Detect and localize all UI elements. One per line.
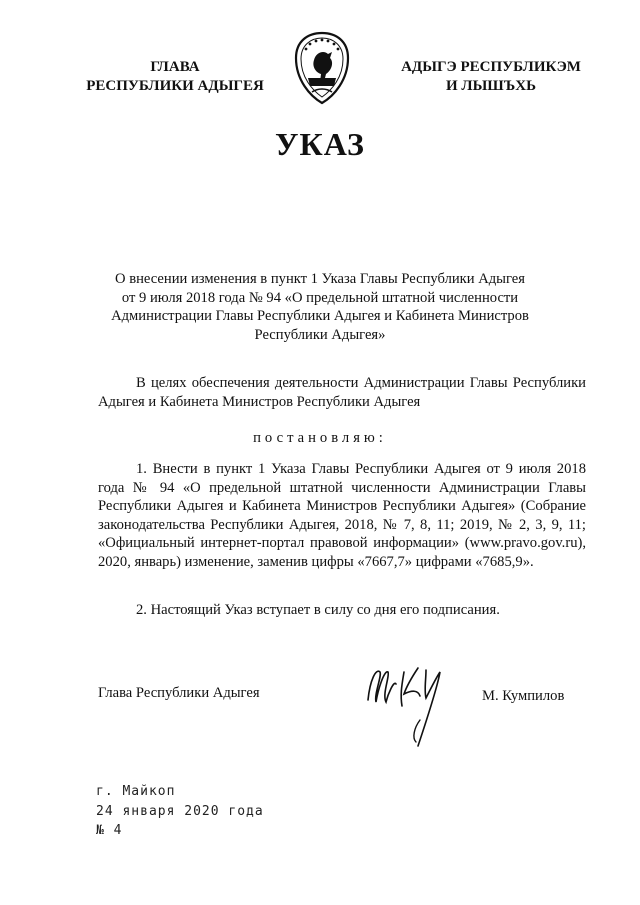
- header-left: [70, 58, 280, 96]
- document-title: УКАЗ: [275, 126, 365, 162]
- signatory-title: Глава Республики Адыгея: [98, 685, 260, 701]
- signatory-name: М. Кумпилов: [482, 688, 565, 704]
- header-right: [382, 58, 600, 96]
- preamble-paragraph: В целях обеспечения деятельности Администрации Главы Республики Адыгея и Кабинета Министров Республики Адыгея: [98, 375, 586, 410]
- stamp-date: 24 января 2020 года: [96, 804, 264, 819]
- item-1-paragraph: 1. Внести в пункт 1 Указа Главы Республики Адыгея от 9 июля 2018 года № 94 «О предельной штатной численности Администрации Главы Республики Адыгея и Кабинета Министров Республики Адыгея» (Собрание законодательства Республики Адыгея, 2018, № 7, 8, 11; 2019, № 2, 3, 9, 11; «Официальный интернет-портал правовой информации» (www.pravo.gov.ru), 2020, январь) изменение, заменив цифры «7667,7» цифрами «7685,9».: [98, 461, 586, 570]
- header-right-line-1: АДЫГЭ РЕСПУБЛИКЭМ: [401, 59, 581, 75]
- handwritten-signature: [360, 650, 470, 760]
- decree-word: постановляю:: [253, 430, 387, 446]
- header-right-line-2: И ЛЫШЪХЬ: [445, 78, 537, 94]
- header-left-line-2: РЕСПУБЛИКИ АДЫГЕЯ: [86, 78, 264, 94]
- item-2-paragraph: 2. Настоящий Указ вступает в силу со дня его подписания.: [136, 602, 500, 618]
- document-subject: О внесении изменения в пункт 1 Указа Главы Республики Адыгея от 9 июля 2018 года № 94 «О предельной штатной численности Администрации Главы Республики Адыгея и Кабинета Министров Республики Адыгея»: [111, 271, 529, 343]
- stamp-city: г. Майкоп: [96, 784, 176, 799]
- header-left-line-1: ГЛАВА: [150, 59, 200, 75]
- coat-of-arms-icon: [290, 30, 354, 106]
- stamp-number: № 4: [96, 823, 123, 838]
